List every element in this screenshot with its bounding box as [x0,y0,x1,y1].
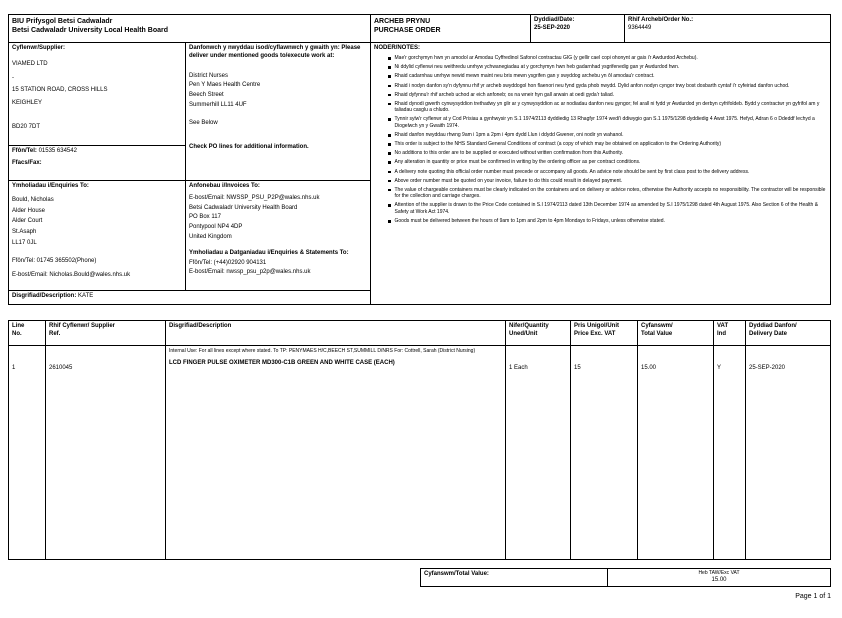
bullet-icon [388,180,391,183]
bullet-icon [388,118,391,121]
bullet-icon [388,152,391,155]
col-header-text: Nifer/Quantity [509,323,549,329]
note-item [388,101,827,114]
col-header-text: Dyddiad Danfon/ [749,323,797,329]
body-col-quantity [505,345,571,560]
description-row [8,290,371,305]
note-item [388,92,827,99]
enquiries-line: Bould, Nicholas [12,196,54,203]
supplier-phone-label: Ffôn/Tel: [12,148,37,154]
bullet-icon [388,57,391,60]
note-text: Rhaid dyfynnu'r rhif archeb uchod ar eich anfoneb; os na wneir hyn gall arwain at oedi gyda'r taliad. [394,91,615,98]
col-header-text: Uned/Unit [509,330,538,337]
supplier-name: VIAMED LTD [12,60,48,67]
bullet-icon [388,143,391,146]
bullet-icon [388,171,391,174]
invoices-line: Betsi Cadwaladr University Health Board [189,204,298,211]
notes-box [370,42,831,305]
body-col-description [165,345,506,560]
note-item [388,202,827,215]
deliver-address-line: Summerhill LL11 4UF [189,101,247,108]
note-item [388,169,827,176]
deliver-address-line: Pen Y Maes Health Centre [189,82,261,89]
see-below-note: See Below [189,119,218,126]
note-item [388,187,827,200]
col-header-line-no [8,320,46,346]
col-header-description [165,320,506,346]
order-date-value: 25-SEP-2020 [534,24,571,31]
enquiries-line: Alder House [12,207,46,214]
col-header-text: Line [12,323,25,329]
note-text: Rhaid cadarnhau unrhyw newid mewn maint neu bris mewn ysgrifen gan y swyddog archebu yn ôl amodau'r contract. [394,73,655,80]
note-item [388,116,827,129]
item-quantity: 1 Each [509,365,528,371]
enquiries-line: LL17 0JL [12,239,37,246]
note-text: Attention of the supplier is drawn to the Price Code contained in S.I 1974/2113 dated 13th December 1974 as amended by S.I 1975/1298 dated 4th August 1975. Also Section 6 of the Health & Safety at Work Act 1974. [394,202,819,215]
doc-title-english: PURCHASE ORDER [374,27,441,35]
supplier-label: Cyflenwr/Supplier: [12,45,66,51]
bullet-icon [388,204,391,207]
note-text: Any alteration in quantity or price must be confirmed in writing by the ordering officer as per contract conditions. [394,159,641,166]
supplier-phone-value: 01535 634542 [38,148,77,154]
invoices-label: Anfonebau i/Invoices To: [189,183,260,189]
col-header-text: Pris Unigol/Unit [574,323,619,329]
note-text: This order is subject to the NHS Standard General Conditions of contract (a copy of which may be obtained on application to the Ordering Authority) [394,141,722,148]
note-item [388,150,827,157]
supplier-address-line: 15 STATION ROAD, CROSS HILLS [12,87,108,94]
order-date-label: Dyddiad/Date: [534,17,575,23]
supplier-postcode: BD20 7DT [12,123,41,130]
item-unit-price: 15 [574,365,581,371]
note-text: Rhaid dynodi gwerth cynwysyddion trethadwy yn glir ar y cynwysyddion ac ar nodiadau danfon neu gyngor; fel arall ni fydd yr Awdurdod yn derbyn cyfrifoldeb. Bydd y contractwr yn gyfrifol am y taliadau casglu a chludo. [394,100,820,114]
totals-label-cell [420,568,608,587]
note-item [388,55,827,62]
col-header-unit-price [570,320,638,346]
bullet-icon [388,220,391,223]
org-header-cell [8,14,371,43]
note-item [388,132,827,139]
supplier-address-line: - [12,74,14,81]
note-item [388,141,827,148]
deliver-to-box [185,42,371,181]
body-col-line-no [8,345,46,560]
body-col-total-value [637,345,714,560]
order-number-label: Rhif Archeb/Order No.: [628,17,694,23]
page-number: Page 1 of 1 [795,593,831,600]
invoices-box [185,180,371,291]
col-header-text: Cyfanswm/ [641,323,673,329]
col-header-delivery-date [745,320,831,346]
note-item [388,159,827,166]
supplier-fax-label: Ffacs/Fax: [12,159,42,166]
bullet-icon [388,75,391,78]
deliver-to-label: Danfonwch y nwyddau isod/cyflawnwch y gwaith yn: Please deliver under mentioned goods to/execute work at: [189,45,361,59]
bullet-icon [388,161,391,164]
note-item [388,64,827,71]
col-header-vat-ind [713,320,746,346]
supplier-contact-box [8,145,186,181]
enquiries-phone: Ffôn/Tel: 01745 365502(Phone) [12,257,97,264]
item-description: LCD FINGER PULSE OXIMETER MD300-C1B GREEN AND WHITE CASE (EACH) [169,359,395,366]
internal-use-note: Internal Use: For all lines except where stated. To TP: PENYMAES H/C,BEECH ST,SUMMILL D/NRS For: Cottrell, Sarah (District Nursing) [169,348,476,354]
item-line-no: 1 [12,365,16,371]
note-text: Rhaid danfon nwyddau rhwng 9am i 1pm a 2pm i 4pm dydd Llun i ddydd Gwener, oni nodir yn wahanol. [394,132,624,139]
bullet-icon [388,134,391,137]
item-vat-ind: Y [717,365,722,371]
bullet-icon [388,85,391,88]
col-header-total-value [637,320,714,346]
note-text: Rhaid i nodyn danfon sy'n dyfynnu rhif yr archeb swyddogol hon flaenori neu fynd gyda phob nwydd. Dylid anfon nodyn cyngor trwy bost dosbarth cyntaf i'r cyfeiriad danfon uchod. [394,82,790,89]
note-text: Tynnir sylw'r cyflenwr at y Cod Prisiau a gynhwysir yn S.1 1974/2113 dyddiedig 13 Rhagfyr 1974 wedi'i ddiwygio gan S.1 1975/1298 dyddiedig 4 Awst 1975. Hefyd, Adran 6 o Ddeddf Iechyd a Diogelwch yn y Gwaith 1974. [394,116,815,130]
enquiries-label: Ymholiadau i/Enquiries To: [12,183,89,189]
col-header-text: No. [12,330,22,337]
description-value: KATE [78,293,94,299]
body-col-supplier-ref [45,345,166,560]
note-text: Goods must be delivered between the hours of 9am to 1pm and 2pm to 4pm Mondays to Fridays, unless otherwise stated. [394,218,665,225]
note-item [388,218,827,225]
bullet-icon [388,103,391,106]
col-header-text: VAT [717,323,729,329]
statements-phone: Ffôn/Tel: (+44)02920 904131 [189,259,267,266]
col-header-text: Disgrifiad/Description [169,323,232,329]
enquiries-line: St.Asaph [12,229,37,236]
invoices-line: Pontypool NP4 4DP [189,224,243,231]
note-item [388,73,827,80]
totals-vat-header: Heb TAW/Exc VAT [698,570,740,576]
body-col-delivery-date [745,345,831,560]
doc-title-cell [370,14,531,43]
doc-title-welsh: ARCHEB PRYNU [374,18,431,25]
statements-email: E-bost/Email: nwssp_psu_p2p@wales.nhs.uk [189,269,311,276]
check-po-note: Check PO lines for additional information. [189,143,309,150]
note-text: The value of chargeable containers must be clearly indicated on the containers and on delivery or advice notes, otherwise the Authority accepts no responsibility. The contractor will be responsible for the collection and carriage charges. [394,186,826,200]
supplier-phone-line [12,148,182,156]
supplier-fax-line [12,160,182,168]
bullet-icon [388,66,391,69]
totals-value: 15.00 [711,576,727,583]
deliver-address-line: Beech Street [189,92,224,99]
supplier-address-line: KEIGHLEY [12,100,43,107]
supplier-box [8,42,186,146]
note-text: Ni ddylid cyflenwi neu weithredu unrhyw ychwanegiadau at y gorchymyn hwn heb gadarnhad ysgrifenedig gan yr Awdurdod hwn. [394,64,680,71]
item-supplier-ref: 2610045 [49,365,73,371]
item-delivery-date: 25-SEP-2020 [749,365,786,371]
note-text: Above order number must be quoted on your invoice, failure to do this could result in delayed payment. [394,177,623,184]
statements-label: Ymholiadau a Datganiadau i/Enquiries & Statements To: [189,249,349,256]
col-header-text: Ref. [49,330,61,337]
col-header-text: Rhif Cyflenwr/ Supplier [49,323,116,329]
note-text: A delivery note quoting this official order number must precede or accompany all goods. An advice note should be sent by first class post to the delivery address. [394,168,750,175]
notes-label: NODER/NOTES: [374,45,421,51]
enquiries-box [8,180,186,291]
invoices-line: E-bost/Email: NWSSP_PSU_P2P@wales.nhs.uk [189,194,320,201]
note-text: Mae'r gorchymyn hwn yn amodol ar Amodau Cyffredinol Safonol contractau GIG (y gellir cael copi ohonynt ar gais i'r Awdurdod Archebu). [394,55,698,62]
description-label: Disgrifiad/Description: [12,293,77,299]
col-header-supplier-ref [45,320,166,346]
bullet-icon [388,94,391,97]
body-col-vat-ind [713,345,746,560]
enquiries-line: Alder Court [12,218,43,225]
col-header-text: Delivery Date [749,330,788,337]
invoices-line: United Kingdom [189,233,232,240]
enquiries-email: E-bost/Email: Nicholas.Bould@wales.nhs.uk [12,271,131,278]
order-number-value: 9364449 [628,24,652,31]
order-number-cell [624,14,831,43]
note-text: No additions to this order are to be supplied or executed without written confirmation from this Authority. [394,150,624,157]
col-header-text: Ind [717,330,726,337]
col-header-text: Price Exc. VAT [574,330,616,337]
col-header-quantity [505,320,571,346]
org-name-english: Betsi Cadwaladr University Local Health Board [12,27,168,35]
body-col-unit-price [570,345,638,560]
invoices-line: PO Box 117 [189,214,221,221]
order-date-cell [530,14,625,43]
totals-label: Cyfanswm/Total Value: [424,571,489,577]
item-total-value: 15.00 [641,365,657,371]
bullet-icon [388,189,391,192]
org-name-welsh: BIU Prifysgol Betsi Cadwaladr [12,18,113,25]
note-item [388,178,827,185]
note-item [388,83,827,90]
totals-value-cell [607,568,831,587]
deliver-address-line: District Nurses [189,72,229,79]
col-header-text: Total Value [641,330,673,337]
